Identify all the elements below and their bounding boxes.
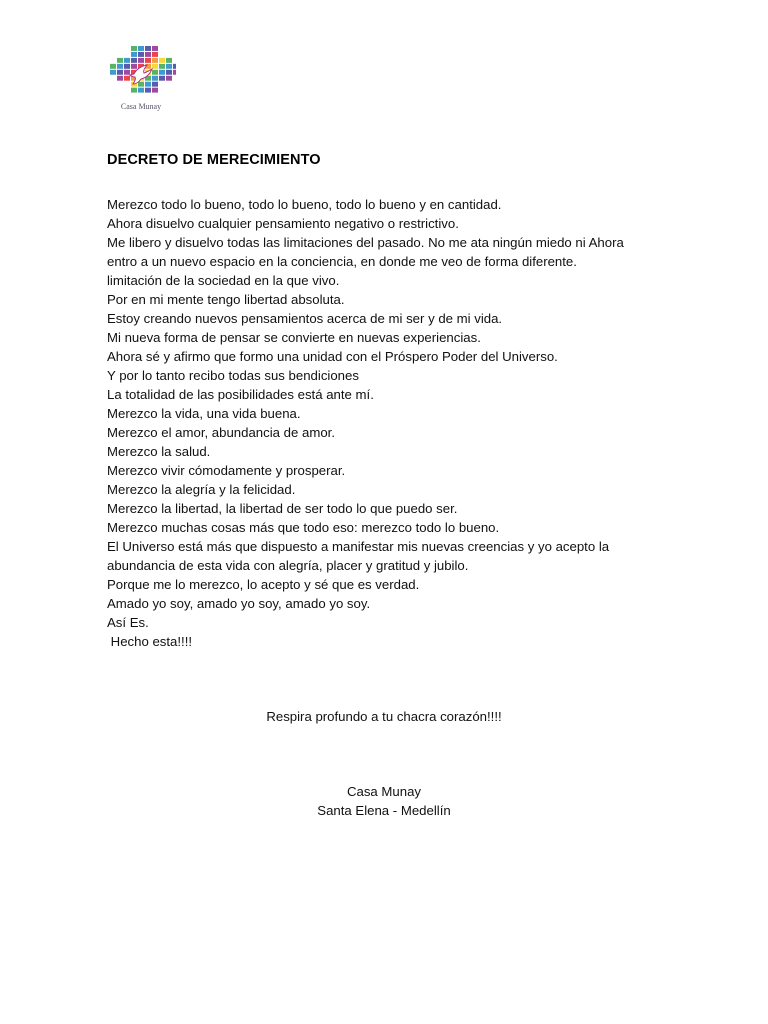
logo-square: [173, 70, 176, 75]
body-line: La totalidad de las posibilidades está ante mí.: [107, 387, 374, 402]
logo-square: [152, 82, 158, 87]
logo-square: [138, 58, 144, 63]
logo-square: [138, 46, 144, 51]
logo-square: [145, 88, 151, 93]
logo-square: [138, 88, 144, 93]
body-line: Merezco la alegría y la felicidad.: [107, 482, 296, 497]
body-line: Merezco vivir cómodamente y prosperar.: [107, 463, 346, 478]
logo-square: [117, 64, 123, 69]
logo-square: [131, 58, 137, 63]
signature-place: Santa Elena - Medellín: [317, 803, 451, 818]
body-line: Porque me lo merezco, lo acepto y sé que es verdad.: [107, 577, 420, 592]
document-title: DECRETO DE MERECIMIENTO: [107, 152, 321, 168]
logo-square: [131, 88, 137, 93]
logo-square: [166, 76, 172, 81]
body-line: El Universo está más que dispuesto a manifestar mis nuevas creencias y yo acepto la: [107, 539, 610, 554]
body-line: Merezco el amor, abundancia de amor.: [107, 425, 335, 440]
body-line: Merezco la vida, una vida buena.: [107, 406, 301, 421]
logo-square: [117, 70, 123, 75]
logo-caption: Casa Munay: [120, 102, 162, 111]
body-line: Merezco la salud.: [107, 444, 211, 459]
body-line: Amado yo soy, amado yo soy, amado yo soy.: [107, 596, 371, 611]
logo-square: [152, 76, 158, 81]
body-line: Merezco muchas cosas más que todo eso: merezco todo lo bueno.: [107, 520, 500, 535]
logo-square: [152, 52, 158, 57]
body-line: Merezco todo lo bueno, todo lo bueno, todo lo bueno y en cantidad.: [107, 197, 502, 212]
logo-square: [145, 46, 151, 51]
casa-munay-logo: [106, 44, 176, 118]
body-line: entro a un nuevo espacio en la conciencia, en donde me veo de forma diferente.: [107, 254, 577, 269]
body-line: Hecho esta!!!!: [107, 634, 193, 649]
logo-square: [145, 82, 151, 87]
body-line: Y por lo tanto recibo todas sus bendiciones: [107, 368, 359, 383]
logo-square: [110, 64, 116, 69]
logo-square: [152, 58, 158, 63]
logo-square: [173, 64, 176, 69]
body-line: Estoy creando nuevos pensamientos acerca de mi ser y de mi vida.: [107, 311, 503, 326]
signature-name: Casa Munay: [346, 784, 422, 799]
logo-square: [110, 70, 116, 75]
logo-square: [145, 52, 151, 57]
logo-square: [117, 58, 123, 63]
logo-square: [131, 64, 137, 69]
logo-square: [152, 88, 158, 93]
chakana-cross-icon: [106, 44, 176, 102]
logo-square: [152, 70, 158, 75]
body-line: abundancia de esta vida con alegría, placer y gratitud y jubilo.: [107, 558, 469, 573]
body-line: Por en mi mente tengo libertad absoluta.: [107, 292, 345, 307]
body-line: Mi nueva forma de pensar se convierte en nuevas experiencias.: [107, 330, 481, 345]
logo-square: [131, 46, 137, 51]
body-line: limitación de la sociedad en la que vivo.: [107, 273, 340, 288]
logo-square: [159, 64, 165, 69]
logo-square: [152, 46, 158, 51]
body-line: Ahora disuelvo cualquier pensamiento negativo o restrictivo.: [107, 216, 459, 231]
logo-square: [138, 52, 144, 57]
body-line: Merezco la libertad, la libertad de ser todo lo que puedo ser.: [107, 501, 458, 516]
logo-square: [166, 64, 172, 69]
logo-square: [159, 58, 165, 63]
logo-square: [124, 64, 130, 69]
logo-square: [124, 76, 130, 81]
logo-square: [145, 58, 151, 63]
logo-square: [124, 58, 130, 63]
body-line: Ahora sé y afirmo que formo una unidad con el Próspero Poder del Universo.: [107, 349, 558, 364]
logo-square: [131, 52, 137, 57]
body-line: Me libero y disuelvo todas las limitaciones del pasado. No me ata ningún miedo ni Ahora: [107, 235, 624, 250]
logo-square: [166, 70, 172, 75]
logo-square: [159, 76, 165, 81]
closing-line: Respira profundo a tu chacra corazón!!!!: [266, 709, 502, 724]
document-body: [107, 195, 677, 651]
logo-square: [138, 82, 144, 87]
body-line: Así Es.: [107, 615, 149, 630]
logo-square: [117, 76, 123, 81]
logo-square: [166, 58, 172, 63]
logo-square: [159, 70, 165, 75]
logo-square: [124, 70, 130, 75]
